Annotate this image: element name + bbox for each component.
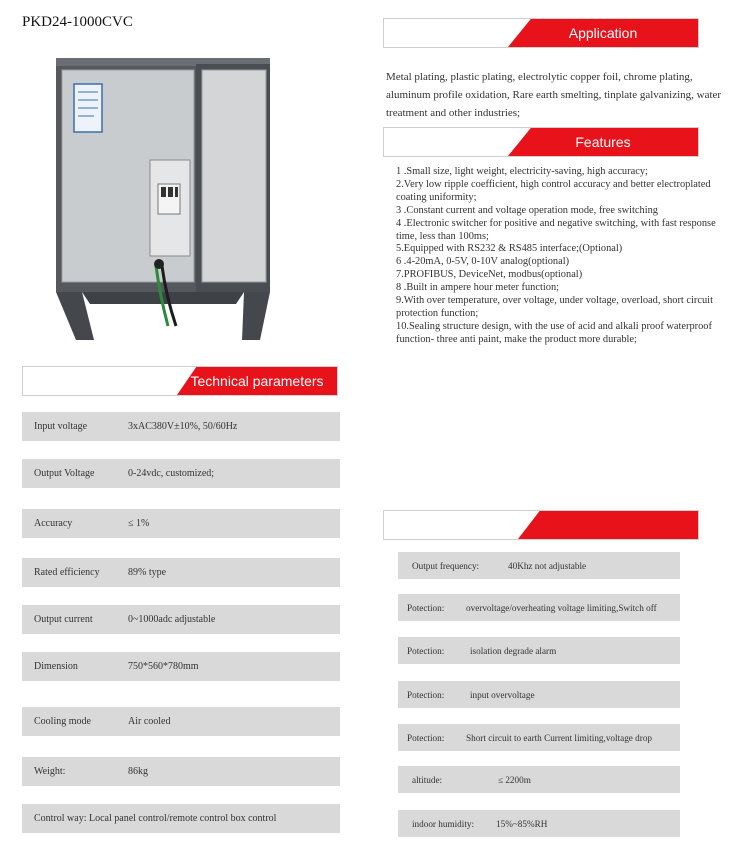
output-row-altitude [398, 766, 680, 793]
application-heading: Application [568, 25, 638, 41]
application-banner [383, 18, 699, 48]
banner-red-tab [518, 511, 698, 539]
output-label: Potection: [407, 645, 445, 656]
feature-item: 5.Equipped with RS232 & RS485 interface;(Optional) [396, 243, 623, 255]
param-value: 86kg [128, 766, 148, 777]
output-label: indoor humidity: [412, 818, 475, 829]
param-value: ≤ 1% [128, 518, 150, 529]
output-value: 15%~85%RH [496, 818, 548, 829]
param-value: 0-24vdc, customized; [128, 468, 215, 479]
features-heading: Features [575, 134, 631, 150]
param-row-output-voltage [22, 459, 340, 488]
output-value: input overvoltage [470, 689, 535, 700]
feature-item: 8 .Built in ampere hour meter function; [396, 282, 560, 294]
output-label: Potection: [407, 602, 445, 613]
output-section-banner [383, 510, 699, 540]
param-row-accuracy [22, 509, 340, 538]
param-label: Rated efficiency [34, 567, 100, 578]
output-row-frequency [398, 552, 680, 579]
param-value: 0~1000adc adjustable [128, 614, 216, 625]
output-value: 40Khz not adjustable [508, 560, 587, 571]
output-row-protection [398, 637, 680, 664]
technical-heading: Technical parameters [190, 373, 324, 389]
feature-item: 9.With over temperature, over voltage, under voltage, overload, short circuit protection function; [396, 295, 713, 319]
output-row-humidity [398, 810, 680, 837]
feature-item: 1 .Small size, light weight, electricity-saving, high accuracy; [396, 166, 648, 177]
param-row-dimension [22, 652, 340, 681]
feature-item: 6 .4-20mA, 0-5V, 0-10V analog(optional) [396, 256, 570, 268]
param-label: Cooling mode [34, 716, 91, 727]
param-value: 3xAC380V±10%, 50/60Hz [128, 421, 238, 432]
param-value: Air cooled [128, 716, 171, 727]
output-value: overvoltage/overheating voltage limiting,Switch off [466, 602, 657, 613]
param-row-weight [22, 757, 340, 786]
feature-item: 10.Sealing structure design, with the use of acid and alkali proof waterproof function- three anti paint, make the product more durable; [396, 320, 712, 345]
output-label: altitude: [412, 774, 443, 785]
param-value: 750*560*780mm [128, 661, 199, 672]
output-label: Output frequency: [412, 560, 480, 571]
param-label: Accuracy [34, 518, 73, 529]
param-row-input-voltage [22, 412, 340, 441]
param-label: Input voltage [34, 421, 88, 432]
feature-item: 2.Very low ripple coefficient, high control accuracy and better electroplated coating uniformity; [396, 178, 711, 203]
feature-item: 7.PROFIBUS, DeviceNet, modbus(optional) [396, 269, 583, 281]
feature-item: 4 .Electronic switcher for positive and negative switching, with fast response time, less than 100ms; [396, 217, 716, 242]
param-label: Output Voltage [34, 468, 95, 479]
feature-item: 3 .Constant current and voltage operation mode, free switching [396, 204, 658, 216]
param-label: Dimension [34, 661, 78, 672]
power-supply-cabinet-image [48, 56, 276, 342]
output-label: Potection: [407, 689, 445, 700]
param-label: Output current [34, 614, 93, 625]
output-row-protection [398, 724, 680, 751]
param-label: Control way: Local panel control/remote control box control [34, 813, 277, 824]
param-row-output-current [22, 605, 340, 634]
model-title: PKD24-1000CVC [22, 14, 133, 30]
output-value: ≤ 2200m [498, 774, 531, 785]
output-value: isolation degrade alarm [470, 645, 557, 656]
param-label: Weight: [34, 766, 66, 777]
param-value: 89% type [128, 567, 167, 578]
output-label: Potection: [407, 732, 445, 743]
output-row-protection [398, 681, 680, 708]
application-text: Metal plating, plastic plating, electrolytic copper foil, chrome plating, aluminum profile oxidation, Rare earth smelting, tinplate galvanizing, water treatment and other industries; [386, 71, 722, 119]
output-value: Short circuit to earth Current limiting,voltage drop [466, 732, 653, 743]
param-row-control-way [22, 804, 340, 833]
param-row-cooling-mode [22, 707, 340, 736]
technical-parameters-banner [22, 366, 338, 396]
features-list [396, 166, 734, 347]
param-row-rated-efficiency [22, 558, 340, 587]
features-banner [383, 127, 699, 157]
output-row-protection [398, 594, 680, 621]
